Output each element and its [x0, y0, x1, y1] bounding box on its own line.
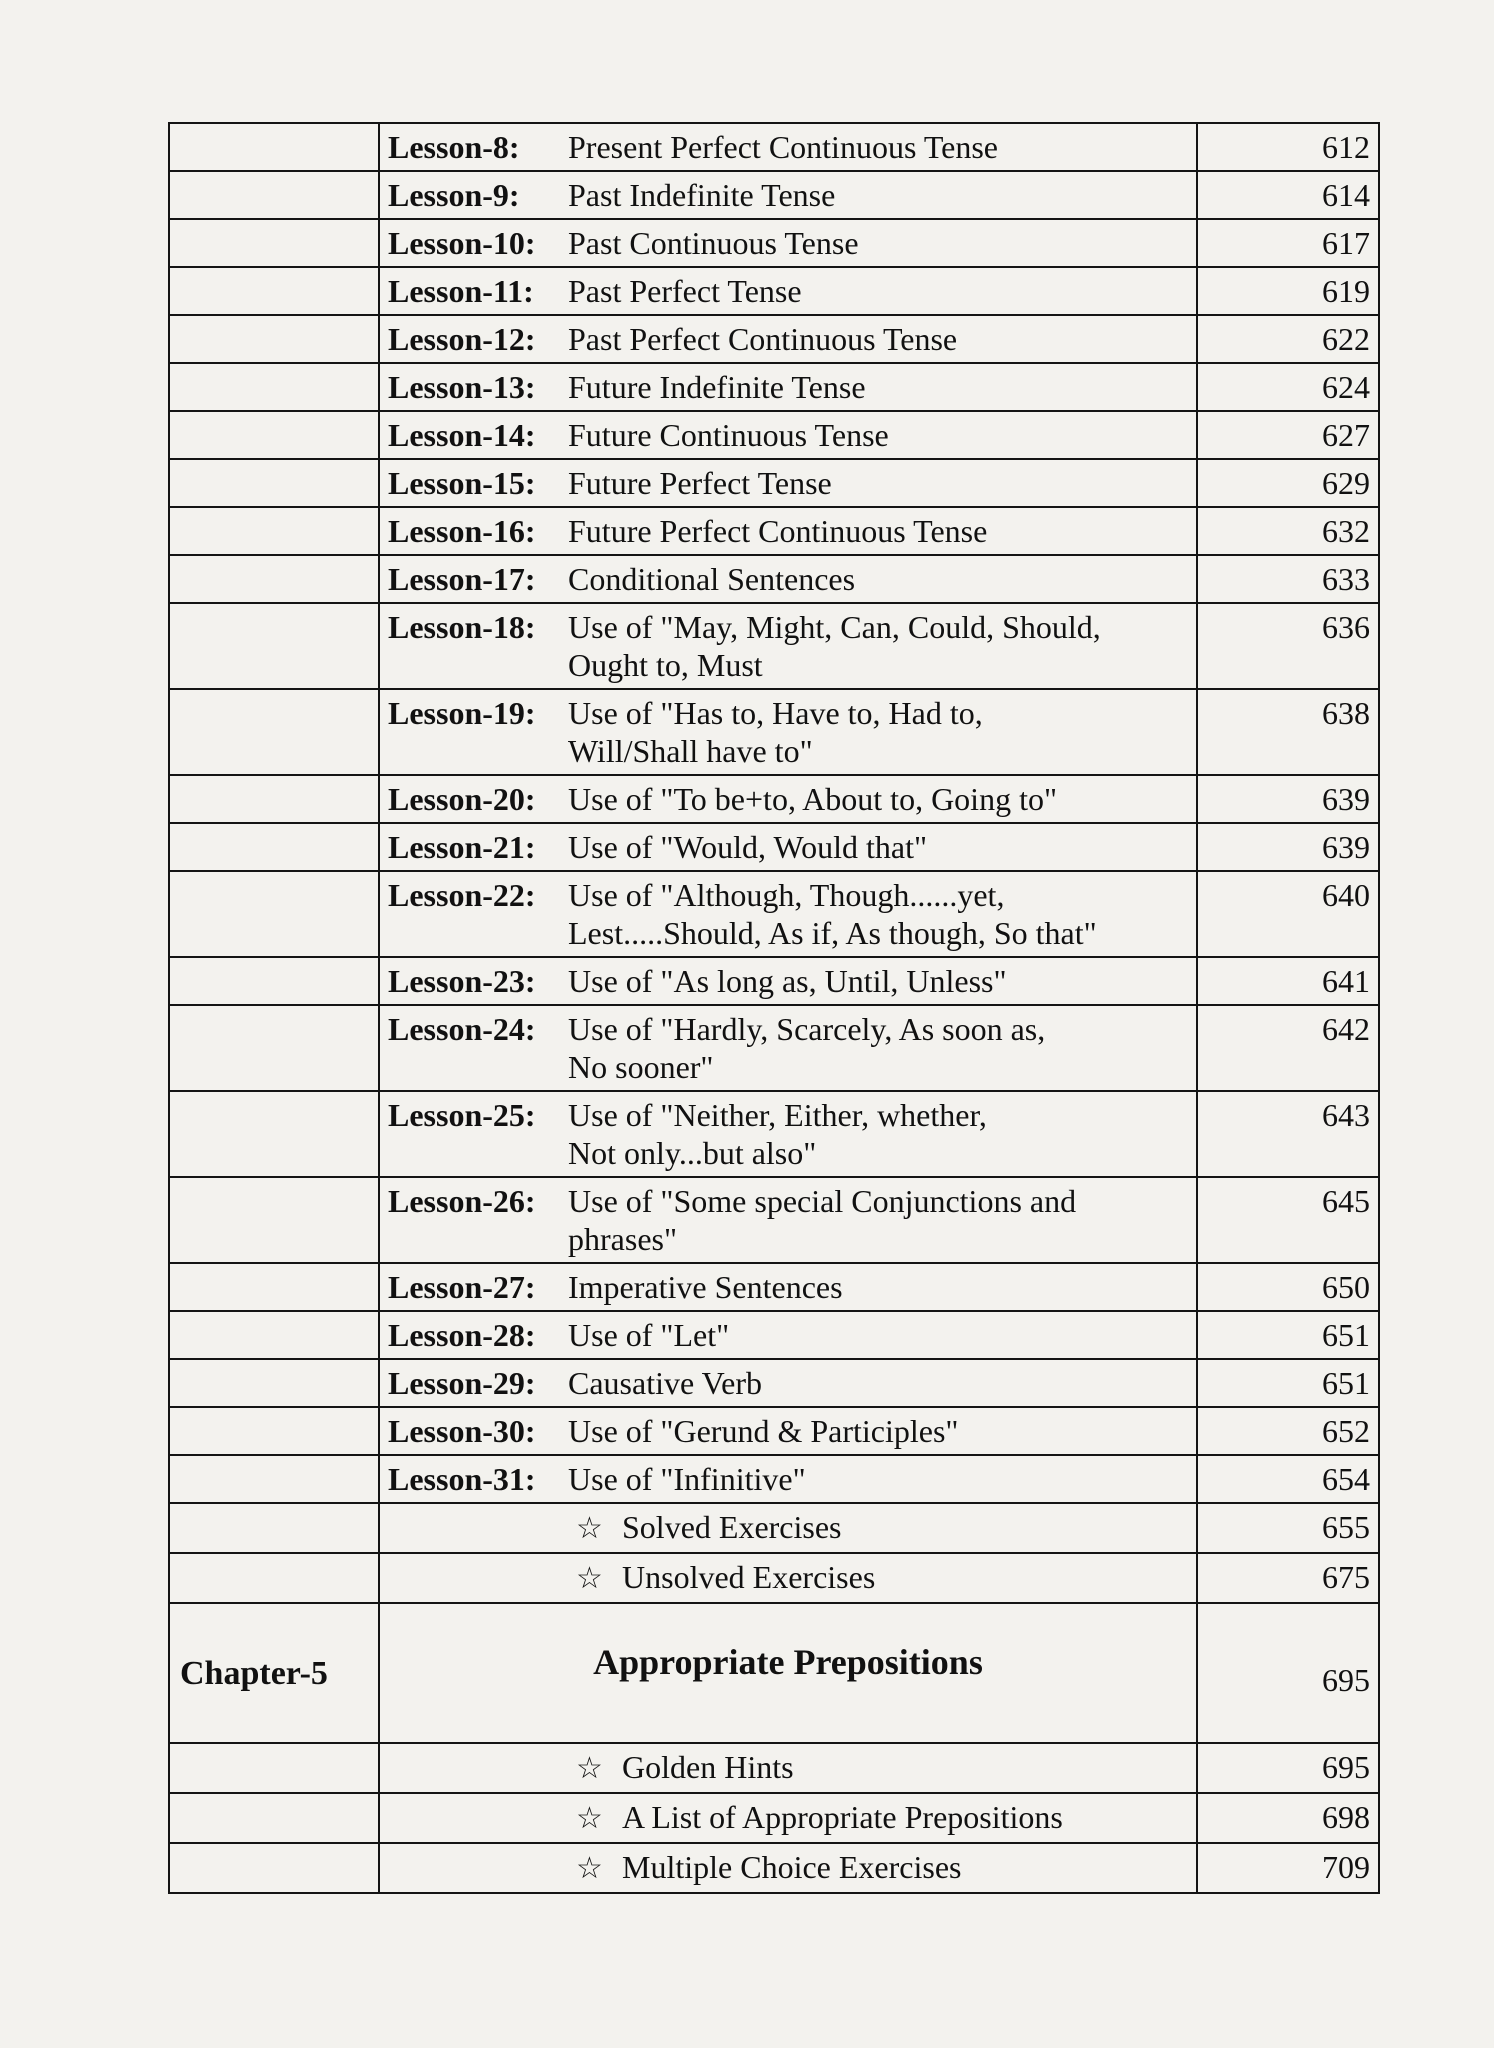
page-number-cell: [1197, 1091, 1379, 1177]
lesson-title-line: Use of "Infinitive": [568, 1461, 806, 1497]
star-outline-icon: ☆: [576, 1852, 603, 1885]
chapter-column-cell: [169, 123, 379, 171]
lesson-entry: [388, 1316, 1188, 1354]
toc-body: [169, 123, 1379, 1893]
lesson-entry: [388, 1096, 1188, 1172]
lesson-entry: [388, 608, 1188, 684]
page-number: 651: [1322, 1365, 1370, 1401]
lesson-title-line: Use of "Has to, Have to, Had to,: [568, 695, 983, 731]
page-number: 622: [1322, 321, 1370, 357]
lesson-title-line: Imperative Sentences: [568, 1269, 843, 1305]
lesson-entry: [388, 128, 1188, 166]
chapter-column-cell: [169, 507, 379, 555]
page-number-cell: [1197, 1311, 1379, 1359]
lesson-cell: [379, 123, 1197, 171]
chapter-column-cell: [169, 219, 379, 267]
star-outline-icon: ☆: [576, 1802, 603, 1835]
lesson-label: Lesson-20:: [388, 781, 536, 817]
lesson-entry: [388, 368, 1188, 406]
page-number: 650: [1322, 1269, 1370, 1305]
lesson-entry: [388, 1182, 1188, 1258]
lesson-title-line: Lest.....Should, As if, As though, So that": [568, 915, 1097, 951]
table-row: [169, 957, 1379, 1005]
lesson-title: [564, 1010, 1188, 1086]
lesson-title-line: Will/Shall have to": [568, 733, 813, 769]
lesson-label: Lesson-25:: [388, 1097, 536, 1133]
lesson-cell: [379, 315, 1197, 363]
lesson-cell: [379, 1005, 1197, 1091]
lesson-entry: [388, 224, 1188, 262]
lesson-entry: [388, 1412, 1188, 1450]
lesson-label: Lesson-18:: [388, 609, 536, 645]
table-row: [169, 603, 1379, 689]
table-row: [169, 775, 1379, 823]
lesson-entry: [388, 1364, 1188, 1402]
lesson-title-line: Use of "Would, Would that": [568, 829, 928, 865]
chapter-page-number: 695: [1322, 1662, 1370, 1698]
lesson-cell: [379, 1263, 1197, 1311]
lesson-title-line: Use of "Although, Though......yet,: [568, 877, 1005, 913]
lesson-label: Lesson-31:: [388, 1461, 536, 1497]
lesson-title-line: Causative Verb: [568, 1365, 763, 1401]
table-row: [169, 1311, 1379, 1359]
table-row: [169, 459, 1379, 507]
lesson-title-line: Future Continuous Tense: [568, 417, 889, 453]
table-row: [169, 1503, 1379, 1553]
lesson-title-line: Present Perfect Continuous Tense: [568, 129, 998, 165]
lesson-title-line: Use of "Neither, Either, whether,: [568, 1097, 987, 1133]
lesson-entry: [388, 464, 1188, 502]
page-number-cell: [1197, 823, 1379, 871]
lesson-label: Lesson-28:: [388, 1317, 536, 1353]
lesson-label: Lesson-10:: [388, 225, 536, 261]
page-number-cell: [1197, 555, 1379, 603]
chapter-label: Chapter-5: [180, 1654, 328, 1692]
chapter-column-cell: [169, 1843, 379, 1893]
page-number: 645: [1322, 1183, 1370, 1219]
page-number: 639: [1322, 829, 1370, 865]
lesson-label: Lesson-14:: [388, 417, 536, 453]
lesson-title: [564, 1412, 1188, 1450]
lesson-title-line: Use of "Some special Conjunctions and: [568, 1183, 1077, 1219]
page-number-cell: [1197, 507, 1379, 555]
chapter-column-cell: [169, 1005, 379, 1091]
lesson-label: Lesson-29:: [388, 1365, 536, 1401]
chapter-column-cell: [169, 1503, 379, 1553]
lesson-title: [564, 224, 1188, 262]
lesson-cell: [379, 1091, 1197, 1177]
page-number-cell: [1197, 1263, 1379, 1311]
chapter-column-cell: [169, 1091, 379, 1177]
table-row: [169, 363, 1379, 411]
chapter-column-cell: [169, 957, 379, 1005]
table-row: [169, 411, 1379, 459]
page-number: 655: [1322, 1509, 1370, 1545]
lesson-cell: [379, 555, 1197, 603]
exercise-title: A List of Appropriate Prepositions: [622, 1799, 1063, 1835]
lesson-title: [564, 694, 1188, 770]
lesson-title-line: Future Perfect Continuous Tense: [568, 513, 988, 549]
lesson-title: [564, 876, 1188, 952]
lesson-title: [564, 512, 1188, 550]
page-number-cell: [1197, 1407, 1379, 1455]
lesson-entry: [388, 512, 1188, 550]
table-row: [169, 1263, 1379, 1311]
lesson-cell: [379, 459, 1197, 507]
page-number-cell: [1197, 1005, 1379, 1091]
lesson-title-line: Past Continuous Tense: [568, 225, 859, 261]
table-row: [169, 1407, 1379, 1455]
chapter-column-cell: [169, 1455, 379, 1503]
table-row: [169, 219, 1379, 267]
lesson-entry: [388, 1268, 1188, 1306]
chapter-page-cell: [1197, 1603, 1379, 1743]
lesson-label: Lesson-22:: [388, 877, 536, 913]
page-number: 617: [1322, 225, 1370, 261]
lesson-title: [564, 176, 1188, 214]
exercise-title: Golden Hints: [622, 1749, 794, 1785]
lesson-cell: [379, 171, 1197, 219]
lesson-label: Lesson-15:: [388, 465, 536, 501]
lesson-cell: [379, 775, 1197, 823]
exercise-title: Unsolved Exercises: [622, 1559, 876, 1595]
exercise-cell: [379, 1743, 1197, 1793]
lesson-title-line: Use of "Hardly, Scarcely, As soon as,: [568, 1011, 1046, 1047]
lesson-title: [564, 560, 1188, 598]
chapter-column-cell: [169, 171, 379, 219]
lesson-label: Lesson-9:: [388, 177, 520, 213]
table-row: [169, 171, 1379, 219]
table-row: [169, 315, 1379, 363]
chapter-column-cell: [169, 555, 379, 603]
table-row: [169, 1455, 1379, 1503]
page-number-cell: [1197, 1553, 1379, 1603]
page-number-cell: [1197, 411, 1379, 459]
chapter-column-cell: [169, 1263, 379, 1311]
page-number-cell: [1197, 871, 1379, 957]
page-number: 633: [1322, 561, 1370, 597]
lesson-label: Lesson-24:: [388, 1011, 536, 1047]
lesson-label: Lesson-11:: [388, 273, 534, 309]
lesson-entry: [388, 962, 1188, 1000]
page-number: 651: [1322, 1317, 1370, 1353]
table-row: [169, 1091, 1379, 1177]
chapter-column-cell: [169, 823, 379, 871]
lesson-title: [564, 320, 1188, 358]
lesson-label: Lesson-21:: [388, 829, 536, 865]
lesson-title: [564, 962, 1188, 1000]
page-number: 709: [1322, 1849, 1370, 1885]
lesson-title-line: Past Perfect Continuous Tense: [568, 321, 958, 357]
page-number: 640: [1322, 877, 1370, 913]
page-number-cell: [1197, 1177, 1379, 1263]
table-row: [169, 871, 1379, 957]
table-row: [169, 823, 1379, 871]
page-number-cell: [1197, 219, 1379, 267]
lesson-label: Lesson-30:: [388, 1413, 536, 1449]
lesson-title-line: Use of "Gerund & Participles": [568, 1413, 959, 1449]
chapter-label-cell: [169, 1603, 379, 1743]
page-number: 619: [1322, 273, 1370, 309]
lesson-entry: [388, 1460, 1188, 1498]
lesson-label: Lesson-26:: [388, 1183, 536, 1219]
table-row: [169, 689, 1379, 775]
page-number: 654: [1322, 1461, 1370, 1497]
lesson-cell: [379, 267, 1197, 315]
lesson-title-line: Use of "May, Might, Can, Could, Should,: [568, 609, 1101, 645]
lesson-title: [564, 1460, 1188, 1498]
lesson-label: Lesson-13:: [388, 369, 536, 405]
lesson-cell: [379, 957, 1197, 1005]
table-row: [169, 1793, 1379, 1843]
chapter-title: Appropriate Prepositions: [593, 1642, 983, 1682]
chapter-column-cell: [169, 1359, 379, 1407]
page-number: 632: [1322, 513, 1370, 549]
lesson-title: [564, 780, 1188, 818]
page-number: 695: [1322, 1749, 1370, 1785]
page-number: 642: [1322, 1011, 1370, 1047]
page-number-cell: [1197, 603, 1379, 689]
table-row: [169, 267, 1379, 315]
chapter-row: [169, 1603, 1379, 1743]
exercise-cell: [379, 1503, 1197, 1553]
page-number-cell: [1197, 363, 1379, 411]
lesson-label: Lesson-23:: [388, 963, 536, 999]
lesson-title-line: phrases": [568, 1221, 678, 1257]
page-number: 612: [1322, 129, 1370, 165]
page-number-cell: [1197, 1843, 1379, 1893]
lesson-cell: [379, 823, 1197, 871]
lesson-label: Lesson-16:: [388, 513, 536, 549]
chapter-column-cell: [169, 363, 379, 411]
page-number-cell: [1197, 459, 1379, 507]
lesson-title-line: Future Indefinite Tense: [568, 369, 866, 405]
lesson-entry: [388, 876, 1188, 952]
exercise-cell: [379, 1793, 1197, 1843]
lesson-label: Lesson-17:: [388, 561, 536, 597]
table-row: [169, 555, 1379, 603]
lesson-title: [564, 828, 1188, 866]
exercise-cell: [379, 1843, 1197, 1893]
lesson-cell: [379, 871, 1197, 957]
page-number-cell: [1197, 1359, 1379, 1407]
exercise-cell: [379, 1553, 1197, 1603]
lesson-cell: [379, 1177, 1197, 1263]
chapter-column-cell: [169, 1553, 379, 1603]
lesson-cell: [379, 603, 1197, 689]
page-number-cell: [1197, 775, 1379, 823]
table-row: [169, 1743, 1379, 1793]
chapter-column-cell: [169, 775, 379, 823]
table-row: [169, 1005, 1379, 1091]
lesson-title: [564, 128, 1188, 166]
lesson-entry: [388, 416, 1188, 454]
chapter-column-cell: [169, 1793, 379, 1843]
lesson-label: Lesson-27:: [388, 1269, 536, 1305]
lesson-title: [564, 1316, 1188, 1354]
lesson-title-line: Past Indefinite Tense: [568, 177, 836, 213]
table-row: [169, 1843, 1379, 1893]
chapter-column-cell: [169, 411, 379, 459]
lesson-title: [564, 1182, 1188, 1258]
chapter-column-cell: [169, 1311, 379, 1359]
lesson-title-line: Use of "Let": [568, 1317, 730, 1353]
lesson-title: [564, 272, 1188, 310]
star-outline-icon: ☆: [576, 1752, 603, 1785]
page-number-cell: [1197, 1503, 1379, 1553]
chapter-title-cell: [379, 1603, 1197, 1743]
chapter-column-cell: [169, 871, 379, 957]
lesson-entry: [388, 828, 1188, 866]
lesson-title: [564, 368, 1188, 406]
lesson-cell: [379, 219, 1197, 267]
lesson-cell: [379, 1359, 1197, 1407]
page-number: 675: [1322, 1559, 1370, 1595]
lesson-title-line: Not only...but also": [568, 1135, 817, 1171]
page-number: 614: [1322, 177, 1370, 213]
page-number: 636: [1322, 609, 1370, 645]
lesson-title-line: Conditional Sentences: [568, 561, 856, 597]
page-number-cell: [1197, 1455, 1379, 1503]
chapter-column-cell: [169, 1743, 379, 1793]
lesson-title-line: Use of "As long as, Until, Unless": [568, 963, 1007, 999]
table-row: [169, 1553, 1379, 1603]
star-outline-icon: ☆: [576, 1562, 603, 1595]
lesson-entry: [388, 176, 1188, 214]
page-number-cell: [1197, 1793, 1379, 1843]
page-number-cell: [1197, 1743, 1379, 1793]
lesson-cell: [379, 1407, 1197, 1455]
lesson-title: [564, 1364, 1188, 1402]
lesson-cell: [379, 1455, 1197, 1503]
table-row: [169, 507, 1379, 555]
lesson-title-line: Use of "To be+to, About to, Going to": [568, 781, 1058, 817]
page-number: 639: [1322, 781, 1370, 817]
page-number: 624: [1322, 369, 1370, 405]
exercise-title: Solved Exercises: [622, 1509, 842, 1545]
lesson-title: [564, 1096, 1188, 1172]
lesson-entry: [388, 272, 1188, 310]
page-number-cell: [1197, 123, 1379, 171]
table-row: [169, 123, 1379, 171]
page-number-cell: [1197, 689, 1379, 775]
lesson-title: [564, 464, 1188, 502]
lesson-label: Lesson-12:: [388, 321, 536, 357]
lesson-title-line: Future Perfect Tense: [568, 465, 832, 501]
chapter-column-cell: [169, 459, 379, 507]
lesson-entry: [388, 780, 1188, 818]
chapter-column-cell: [169, 1177, 379, 1263]
chapter-column-cell: [169, 267, 379, 315]
page-number-cell: [1197, 957, 1379, 1005]
lesson-title: [564, 1268, 1188, 1306]
chapter-column-cell: [169, 1407, 379, 1455]
page-number: 627: [1322, 417, 1370, 453]
page-number-cell: [1197, 315, 1379, 363]
chapter-column-cell: [169, 689, 379, 775]
lesson-cell: [379, 689, 1197, 775]
lesson-cell: [379, 1311, 1197, 1359]
page-number: 643: [1322, 1097, 1370, 1133]
lesson-title-line: Ought to, Must: [568, 647, 763, 683]
page-number: 641: [1322, 963, 1370, 999]
table-row: [169, 1177, 1379, 1263]
lesson-cell: [379, 363, 1197, 411]
lesson-entry: [388, 694, 1188, 770]
lesson-cell: [379, 507, 1197, 555]
lesson-label: Lesson-8:: [388, 129, 520, 165]
page-number: 698: [1322, 1799, 1370, 1835]
chapter-column-cell: [169, 603, 379, 689]
table-row: [169, 1359, 1379, 1407]
lesson-label: Lesson-19:: [388, 695, 536, 731]
lesson-entry: [388, 560, 1188, 598]
page-number-cell: [1197, 171, 1379, 219]
page-number: 638: [1322, 695, 1370, 731]
star-outline-icon: ☆: [576, 1512, 603, 1545]
lesson-title: [564, 416, 1188, 454]
page-number-cell: [1197, 267, 1379, 315]
page-number: 629: [1322, 465, 1370, 501]
chapter-column-cell: [169, 315, 379, 363]
lesson-entry: [388, 1010, 1188, 1086]
lesson-title-line: Past Perfect Tense: [568, 273, 802, 309]
lesson-entry: [388, 320, 1188, 358]
lesson-title-line: No sooner": [568, 1049, 714, 1085]
table-of-contents: [168, 122, 1380, 1894]
lesson-title: [564, 608, 1188, 684]
exercise-title: Multiple Choice Exercises: [622, 1849, 962, 1885]
page-number: 652: [1322, 1413, 1370, 1449]
lesson-cell: [379, 411, 1197, 459]
